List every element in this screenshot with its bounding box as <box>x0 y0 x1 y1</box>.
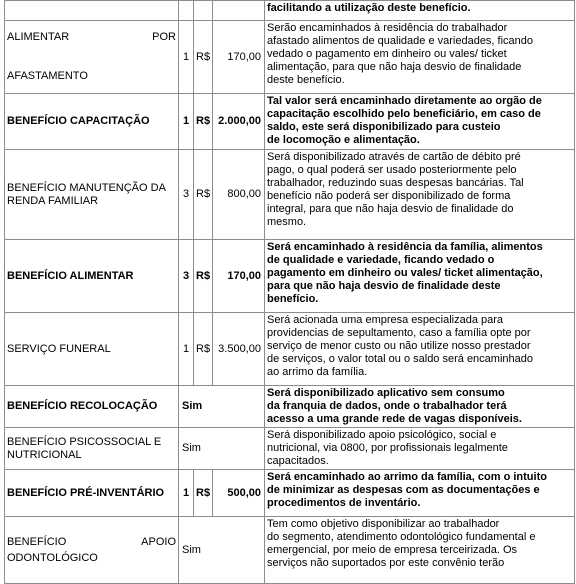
benefit-name-cell <box>5 94 179 150</box>
benefit-description-line: para que não haja desvio de finalidade deste <box>267 280 501 292</box>
benefit-description-line: afastado alimentos de qualidade e variedades, ficando <box>267 35 534 47</box>
benefit-name-left: ALIMENTAR <box>7 31 70 43</box>
benefit-description-line: mesmo. <box>267 216 307 228</box>
benefit-currency-cell: R$ <box>194 313 213 386</box>
benefit-quantity-cell: 1 <box>179 94 194 150</box>
benefit-name: BENEFÍCIO MANUTENÇÃO DA RENDA FAMILIAR <box>7 181 166 207</box>
benefit-description-line: da franquia de dados, onde o trabalhador terá <box>267 400 507 412</box>
benefit-currency-cell <box>194 1 213 21</box>
benefit-description-line: serviço de menor custo ou não utilize nosso prestador <box>267 340 531 352</box>
benefit-description-cell <box>265 94 575 150</box>
benefit-name-right: APOIO <box>141 535 176 548</box>
benefit-description-line: emergencial, por meio de empresa terceirizada. Os <box>267 544 518 556</box>
benefit-name: BENEFÍCIO PSICOSSOCIAL E NUTRICIONAL <box>7 435 162 461</box>
benefit-description-line: acesso a uma grande rede de vagas disponíveis. <box>267 413 522 425</box>
benefit-availability-cell: Sim <box>179 386 265 428</box>
table-row <box>5 21 575 94</box>
benefit-currency-cell: R$ <box>194 150 213 240</box>
benefit-quantity-cell: 1 <box>179 470 194 517</box>
benefit-name: AFASTAMENTO <box>7 70 88 82</box>
benefit-name: BENEFÍCIO CAPACITAÇÃO <box>7 115 150 127</box>
benefit-description-line: trabalhador, reduzindo suas despesas bancárias. Tal <box>267 177 524 189</box>
benefit-currency-cell: R$ <box>194 94 213 150</box>
table-row <box>5 94 575 150</box>
table-row <box>5 428 575 470</box>
benefit-amount-cell: 500,00 <box>213 470 265 517</box>
benefit-description-line: alimentação, para que não haja desvio de finalidade <box>267 61 522 73</box>
benefit-currency-cell: R$ <box>194 470 213 517</box>
benefit-name-cell <box>5 386 179 428</box>
benefit-description-line: deste benefício. <box>267 74 345 86</box>
benefit-description-line: Será acionada uma empresa especializada para <box>267 314 504 326</box>
benefit-name-cell <box>5 150 179 240</box>
benefit-description-cell <box>265 386 575 428</box>
benefit-name-cell <box>5 517 179 584</box>
benefit-description-line: de serviços, o valor total ou o saldo será encaminhado <box>267 353 533 365</box>
benefit-name-cell <box>5 470 179 517</box>
benefit-name-right: POR <box>152 31 176 43</box>
benefit-amount-cell: 170,00 <box>213 21 265 94</box>
benefit-description-cell <box>265 428 575 470</box>
benefit-description-line: capacitação escolhido pelo beneficiário, em caso de <box>267 108 541 120</box>
benefit-description-line: pagamento em dinheiro ou vales/ ticket alimentação, <box>267 267 543 279</box>
benefit-name: BENEFÍCIO RECOLOCAÇÃO <box>7 400 158 412</box>
benefit-availability-cell: Sim <box>179 517 265 584</box>
benefit-name-first-line <box>7 31 176 44</box>
benefit-amount-cell: 170,00 <box>213 240 265 313</box>
table-row <box>5 150 575 240</box>
benefit-description-line: serviços não suportados por este convênio terão <box>267 557 505 569</box>
benefit-description-line: Será disponibilizado através de cartão de débito pré <box>267 151 521 163</box>
table-row <box>5 313 575 386</box>
benefits-table <box>4 0 575 584</box>
benefit-description-line: benefício. <box>267 293 319 305</box>
benefit-currency-cell: R$ <box>194 21 213 94</box>
benefit-name-cell <box>5 313 179 386</box>
benefit-description-line: integral, para que não haja desvio de finalidade do <box>267 203 514 215</box>
benefit-name-cell <box>5 21 179 94</box>
table-row <box>5 470 575 517</box>
table-row <box>5 240 575 313</box>
benefit-currency-cell: R$ <box>194 240 213 313</box>
benefit-description-line: de minimizar as despesas com as documentações e <box>267 484 540 496</box>
benefit-name-left: BENEFÍCIO <box>7 535 67 548</box>
benefit-description-cell <box>265 517 575 584</box>
benefit-description-line: de qualidade e variedade, ficando vedado o <box>267 254 495 266</box>
benefit-description-line: ao arrimo da família. <box>267 366 368 378</box>
benefit-quantity-cell <box>179 1 194 21</box>
benefit-description-line: Será disponibilizado aplicativo sem consumo <box>267 387 505 399</box>
benefit-description-line: Será disponibilizado apoio psicológico, social e <box>267 429 497 441</box>
benefit-description-line: providencias de sepultamento, caso a família opte por <box>267 327 531 339</box>
benefit-description-line: Tem como objetivo disponibilizar ao trabalhador <box>267 518 500 530</box>
benefit-description-line: Tal valor será encaminhado diretamente ao orgão de <box>267 95 542 107</box>
benefit-amount-cell <box>213 1 265 21</box>
table-row <box>5 386 575 428</box>
benefit-amount-cell: 2.000,00 <box>213 94 265 150</box>
benefit-description-line: procedimentos de inventário. <box>267 497 421 509</box>
benefit-name: BENEFÍCIO ALIMENTAR <box>7 269 134 282</box>
benefit-amount-cell: 800,00 <box>213 150 265 240</box>
benefit-description-cell <box>265 240 575 313</box>
benefit-quantity-cell: 3 <box>179 150 194 240</box>
benefit-description-cell <box>265 21 575 94</box>
benefit-quantity-cell: 3 <box>179 240 194 313</box>
benefit-description-line: pago, o qual poderá ser usado posteriormente pelo <box>267 164 517 176</box>
benefit-name-cell <box>5 428 179 470</box>
benefit-quantity-cell: 1 <box>179 21 194 94</box>
benefit-name-cell <box>5 240 179 313</box>
benefit-description-cell <box>265 1 575 21</box>
benefit-description-line: benefício não poderá ser disponibilizado de forma <box>267 190 511 202</box>
benefit-availability-cell: Sim <box>179 428 265 470</box>
benefit-description-line: Será encaminhado ao arrimo da família, com o intuito <box>267 471 547 483</box>
benefit-description-line: Serão encaminhados à residência do trabalhador <box>267 22 508 34</box>
benefit-description-cell <box>265 150 575 240</box>
benefit-description-line: de locomoção e alimentação. <box>267 134 420 146</box>
benefit-name: ODONTOLÓGICO <box>7 551 98 564</box>
benefits-table-body <box>5 1 575 584</box>
benefit-description-line: Será encaminhado à residência da família, alimentos <box>267 241 543 253</box>
benefit-name-cell <box>5 1 179 21</box>
benefit-name-first-line <box>7 536 176 549</box>
table-row <box>5 517 575 584</box>
benefit-description-line: do segmento, atendimento odontológico fundamental e <box>267 531 536 543</box>
benefit-description-cell <box>265 470 575 517</box>
benefit-name: SERVIÇO FUNERAL <box>7 342 111 355</box>
benefit-name: BENEFÍCIO PRÉ-INVENTÁRIO <box>7 486 165 499</box>
benefit-description-line: nutricional, via 0800, por profissionais legalmente <box>267 442 508 454</box>
benefit-description-line: saldo, este será disponibilizado para custeio <box>267 121 501 133</box>
benefit-description-line: capacitados. <box>267 455 329 467</box>
benefit-amount-cell: 3.500,00 <box>213 313 265 386</box>
benefit-quantity-cell: 1 <box>179 313 194 386</box>
benefit-description-cell <box>265 313 575 386</box>
table-row <box>5 1 575 21</box>
benefit-description-line: facilitando a utilização deste benefício. <box>267 2 471 14</box>
benefit-description-line: vedado o pagamento em dinheiro ou vales/ ticket <box>267 48 507 60</box>
